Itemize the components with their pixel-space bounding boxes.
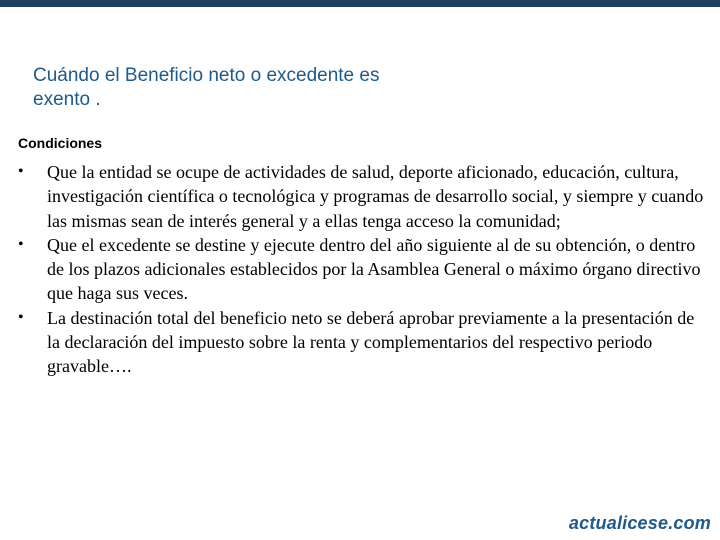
conditions-heading: Condiciones [18,135,103,151]
bullet-icon: • [18,163,24,180]
conditions-list [18,160,708,379]
condition-item [18,233,708,306]
condition-text: Que la entidad se ocupe de actividades de salud, deporte aficionado, educación, cultura, investigación científica o tecnológica y programas de desarrollo social, y siempre y cuando las mismas sean de interés general y a ellas tenga acceso la comunidad; [47,162,704,231]
condition-item [18,306,708,379]
bullet-icon: • [18,308,24,326]
slide-title-line-1: Cuándo el Beneficio neto o excedente es [33,65,380,86]
bullet-icon: • [18,235,24,253]
slide-title [33,64,593,112]
slide-title-line-2: exento . [33,89,101,110]
brand-logo-text: actualicese.com [568,513,711,533]
condition-item [18,160,708,233]
condition-text: La destinación total del beneficio neto se deberá aprobar previamente a la presentación de la declaración del impuesto sobre la renta y complementarios del respectivo periodo gravable…. [47,307,695,377]
condition-text: Que el excedente se destine y ejecute dentro del año siguiente al de su obtención, o dentro de los plazos adicionales establecidos por la Asamblea General o máximo órgano directivo que haga sus veces. [47,234,701,304]
top-accent-bar [0,0,720,7]
